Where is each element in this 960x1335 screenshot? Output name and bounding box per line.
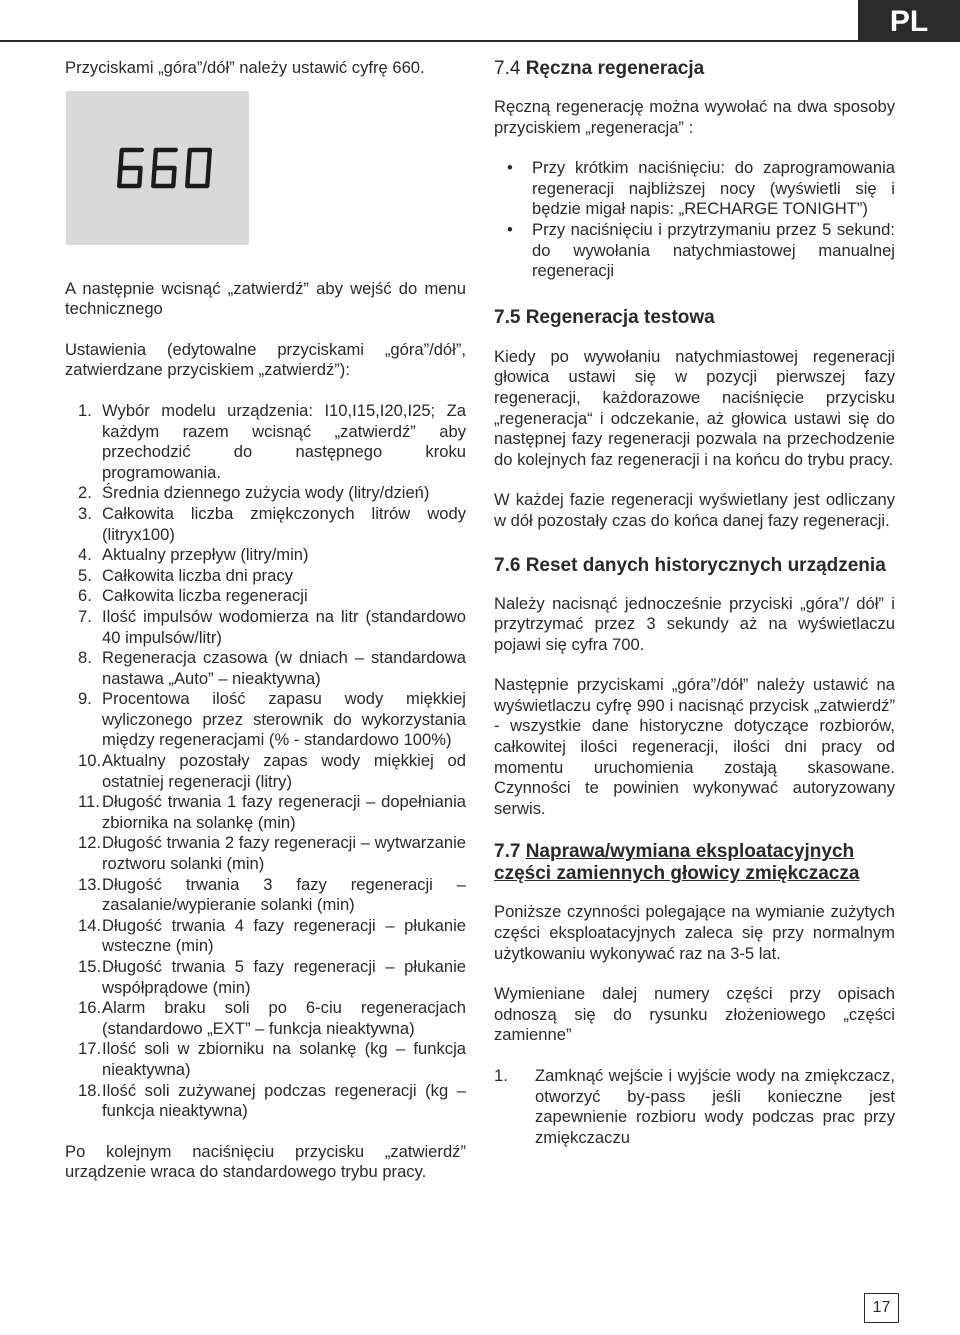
list-item: 3. Całkowita liczba zmiękczonych litrów wody (litryx100): [78, 503, 466, 544]
heading-7-6: 7.6 Reset danych historycznych urządzenia: [494, 554, 886, 576]
heading-7-7: 7.7 Naprawa/wymiana eksploatacyjnych części zamiennych głowicy zmiękczacza: [494, 841, 860, 885]
list-item: • Przy naciśnięciu i przytrzymaniu przez 5 sekund: do wywołania natychmiastowej manualnej regeneracji: [507, 219, 895, 281]
paragraph-7-6-2: Następnie przyciskami „góra”/dół” należy ustawić na wyświetlaczu cyfrę 990 i nacisnąć przycisk „zatwierdź” - wszystkie dane historyczne dotyczące rozbiorów, całkowitej ilości regeneracji, ilości dni pracy od momentu uruchomienia zostają skasowane. Czynności te powinien wykonywać autoryzowany serwis.: [494, 675, 895, 818]
paragraph-technical-menu: A następnie wcisnąć „zatwierdź” aby wejść do menu technicznego: [65, 278, 466, 319]
paragraph-7-5-1: Kiedy po wywołaniu natychmiastowej regeneracji głowica ustawi się w pozycji pierwszej fazy regeneracji, każdorazowe naciśnięcie przycisku „regeneracja“ i odczekanie, aż głowica ustawi się do następnej fazy regeneracji pozwala na przechodzenie do kolejnych faz regeneracji i na końcu do trybu pracy.: [494, 346, 895, 469]
paragraph-7-6-1: Należy nacisnąć jednocześnie przyciski „góra”/ dół” i przytrzymać przez 3 sekundy aż na wyświetlaczu pojawi się cyfra 700.: [494, 593, 895, 654]
language-tab: PL: [858, 0, 960, 42]
heading-7-5: 7.5 Regeneracja testowa: [494, 306, 715, 328]
paragraph-settings: Ustawienia (edytowalne przyciskami „góra”/dół”, zatwierdzane przyciskiem „zatwierdź”):: [65, 339, 466, 380]
list-item: 1. Zamknąć wejście i wyjście wody na zmiękczacz, otworzyć by-pass jeśli konieczne jest zapewnienie rozbioru wody podczas prac przy zmiękczaczu: [494, 1066, 895, 1147]
paragraph-outro: Po kolejnym naciśnięciu przycisku „zatwierdź” urządzenie wraca do standardowego trybu pracy.: [65, 1141, 466, 1182]
list-item: • Przy krótkim naciśnięciu: do zaprogramowania regeneracji najbliższej nocy (wyświetli się i będzie migał napis: „RECHARGE TONIGHT”): [507, 158, 895, 219]
list-item: 5. Całkowita liczba dni pracy: [78, 565, 293, 585]
list-item: 9. Procentowa ilość zapasu wody miękkiej wyliczonego przez sterownik do wykorzystania między regeneracjami (% - standardowo 100%): [78, 689, 466, 750]
paragraph-7-5-2: W każdej fazie regeneracji wyświetlany jest odliczany w dół pozostały czas do końca danej fazy regeneracji.: [494, 490, 895, 530]
list-item: 11. Długość trwania 1 fazy regeneracji – dopełniania zbiornika na solankę (min): [78, 792, 466, 832]
list-item: 2. Średnia dziennego zużycia wody (litry/dzień): [78, 483, 430, 503]
list-item: 13. Długość trwania 3 fazy regeneracji – zasalanie/wypieranie solanki (min): [78, 874, 466, 915]
list-item: 15. Długość trwania 5 fazy regeneracji – płukanie współprądowe (min): [78, 957, 466, 997]
list-item: 10. Aktualny pozostały zapas wody miękkiej od ostatniej regeneracji (litry): [78, 751, 466, 791]
list-item: 12. Długość trwania 2 fazy regeneracji – wytwarzanie roztworu solanki (min): [78, 833, 466, 874]
header-rule: [0, 40, 960, 42]
list-item: 1. Wybór modelu urządzenia: I10,I15,I20,I25; Za każdym razem wcisnąć „zatwierdź” aby przechodzić do następnego kroku programowania.: [78, 400, 466, 482]
lcd-digits: [116, 147, 218, 189]
right-column: [494, 58, 895, 1148]
bullet-list-7-4: [494, 158, 895, 282]
list-item: 18. Ilość soli zużywanej podczas regeneracji (kg – funkcja nieaktywna): [78, 1080, 466, 1121]
settings-list: [65, 401, 466, 1122]
list-item: 8. Regeneracja czasowa (w dniach – standardowa nastawa „Auto” – nieaktywna): [78, 648, 466, 688]
list-item: 4. Aktualny przepływ (litry/min): [78, 545, 309, 565]
paragraph-7-4: Ręczną regenerację można wywołać na dwa sposoby przyciskiem „regeneracja” :: [494, 97, 895, 137]
page-number: 17: [864, 1293, 899, 1323]
left-column: [65, 58, 466, 1183]
list-item: 14. Długość trwania 4 fazy regeneracji – płukanie wsteczne (min): [78, 915, 466, 956]
list-item: 17. Ilość soli w zbiorniku na solankę (kg – funkcja nieaktywna): [78, 1039, 466, 1079]
paragraph-7-7-2: Wymieniane dalej numery części przy opisach odnoszą się do rysunku złożeniowego „części zamienne”: [494, 984, 895, 1045]
list-item: 6. Całkowita liczba regeneracji: [78, 586, 308, 606]
intro-text: Przyciskami „góra”/dół” należy ustawić cyfrę 660.: [65, 58, 425, 77]
list-item: 7. Ilość impulsów wodomierza na litr (standardowo 40 impulsów/litr): [78, 606, 466, 647]
heading-7-4: 7.4 Ręczna regeneracja: [494, 58, 705, 79]
list-item: 16. Alarm braku soli po 6-ciu regeneracjach (standardowo „EXT” – funkcja nieaktywna): [78, 998, 466, 1038]
numbered-list-7-7: [494, 1066, 895, 1148]
paragraph-7-7-1: Poniższe czynności polegające na wymianie zużytych części eksploatacyjnych zaleca się przy normalnym użytkowaniu wykonywać raz na 3-5 lat.: [494, 902, 895, 963]
lcd-display-image: [66, 91, 249, 245]
